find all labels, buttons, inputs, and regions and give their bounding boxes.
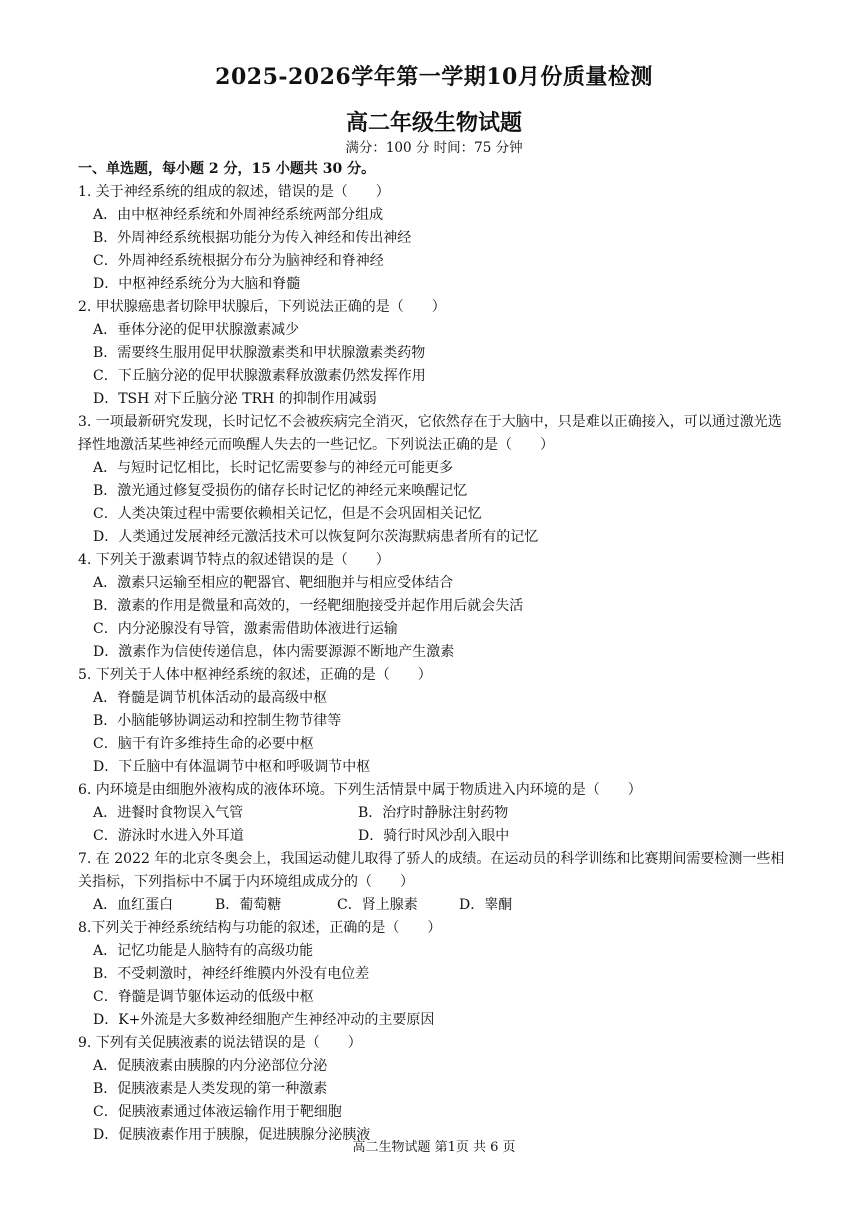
option-6d: D．骑行时风沙刮入眼中 (358, 828, 510, 844)
question-4: 4. 下列关于激素调节特点的叙述错误的是（ ） (78, 552, 390, 568)
option-8a: A．记忆功能是人脑特有的高级功能 (93, 943, 314, 959)
options-row-7 (78, 894, 794, 917)
option-2d: D．TSH 对下丘脑分泌 TRH 的抑制作用减弱 (93, 391, 377, 407)
option-4b: B．激素的作用是微量和高效的，一经靶细胞接受并起作用后就会失活 (93, 598, 524, 614)
question-8: 8.下列关于神经系统结构与功能的叙述，正确的是（ ） (78, 920, 442, 936)
option-3b: B．激光通过修复受损伤的储存长时记忆的神经元来唤醒记忆 (93, 483, 468, 499)
option-4a: A．激素只运输至相应的靶器官、靶细胞并与相应受体结合 (93, 575, 454, 591)
option-5d: D．下丘脑中有体温调节中枢和呼吸调节中枢 (93, 759, 371, 775)
question-1: 1. 关于神经系统的组成的叙述，错误的是（ ） (78, 184, 390, 200)
option-7c: C．肾上腺素 (337, 897, 418, 913)
option-5c: C．脑干有许多维持生命的必要中枢 (93, 736, 314, 752)
option-3a: A．与短时记忆相比，长时记忆需要参与的神经元可能更多 (93, 460, 454, 476)
option-4d: D．激素作为信使传递信息，体内需要源源不断地产生激素 (93, 644, 455, 660)
option-3d: D．人类通过发展神经元激活技术可以恢复阿尔茨海默病患者所有的记忆 (93, 529, 539, 545)
options-row-6cd (78, 825, 794, 848)
option-8d: D．K+外流是大多数神经细胞产生神经冲动的主要原因 (93, 1012, 435, 1028)
option-8b: B．不受刺激时，神经纤维膜内外没有电位差 (93, 966, 370, 982)
option-1d: D．中枢神经系统分为大脑和脊髓 (93, 276, 301, 292)
option-4c: C．内分泌腺没有导管，激素需借助体液进行运输 (93, 621, 398, 637)
question-3: 3. 一项最新研究发现，长时记忆不会被疾病完全消灭，它依然存在于大脑中，只是难以正确接入，可以通过激光选择性地激活某些神经元而唤醒人失去的一些记忆。下列说法正确的是（ ） (78, 414, 782, 453)
option-1a: A．由中枢神经系统和外周神经系统两部分组成 (93, 207, 384, 223)
exam-subtitle: 高二年级生物试题 (345, 110, 522, 136)
question-7: 7. 在 2022 年的北京冬奥会上，我国运动健儿取得了骄人的成绩。在运动员的科学训练和比赛期间需要检测一些相关指标，下列指标中不属于内环境组成成分的（ ） (78, 851, 785, 890)
question-list (78, 158, 794, 1147)
option-9c: C．促胰液素通过体液运输作用于靶细胞 (93, 1104, 342, 1120)
option-1c: C．外周神经系统根据分布分为脑神经和脊神经 (93, 253, 384, 269)
option-3c: C．人类决策过程中需要依赖相关记忆，但是不会巩固相关记忆 (93, 506, 482, 522)
option-9d: D．促胰液素作用于胰腺，促进胰腺分泌胰液 (93, 1127, 371, 1143)
exam-meta: 满分：100 分 时间：75 分钟 (345, 140, 523, 156)
option-2a: A．垂体分泌的促甲状腺激素减少 (93, 322, 300, 338)
option-9a: A．促胰液素由胰腺的内分泌部位分泌 (93, 1058, 328, 1074)
option-2c: C．下丘脑分泌的促甲状腺激素释放激素仍然发挥作用 (93, 368, 426, 384)
option-7d: D．睾酮 (459, 897, 513, 913)
exam-title: 2025-2026学年第一学期10月份质量检测 (215, 64, 653, 90)
option-9b: B．促胰液素是人类发现的第一种激素 (93, 1081, 328, 1097)
option-7b: B．葡萄糖 (215, 897, 282, 913)
option-2b: B．需要终生服用促甲状腺激素类和甲状腺激素类药物 (93, 345, 426, 361)
option-5a: A．脊髓是调节机体活动的最高级中枢 (93, 690, 328, 706)
option-5b: B．小脑能够协调运动和控制生物节律等 (93, 713, 342, 729)
question-2: 2. 甲状腺癌患者切除甲状腺后，下列说法正确的是（ ） (78, 299, 446, 315)
option-1b: B．外周神经系统根据功能分为传入神经和传出神经 (93, 230, 412, 246)
option-6a: A．进餐时食物误入气管 (93, 805, 244, 821)
option-7a: A．血红蛋白 (93, 897, 174, 913)
options-row-6ab (78, 802, 794, 825)
question-6: 6. 内环境是由细胞外液构成的液体环境。下列生活情景中属于物质进入内环境的是（ ） (78, 782, 642, 798)
question-9: 9. 下列有关促胰液素的说法错误的是（ ） (78, 1035, 362, 1051)
option-6c: C．游泳时水进入外耳道 (93, 828, 244, 844)
question-5: 5. 下列关于人体中枢神经系统的叙述，正确的是（ ） (78, 667, 432, 683)
option-8c: C．脊髓是调节躯体运动的低级中枢 (93, 989, 314, 1005)
option-6b: B．治疗时静脉注射药物 (358, 805, 509, 821)
page-footer: 高二生物试题 第1页 共 6 页 (352, 1140, 516, 1155)
section-heading: 一、单选题，每小题 2 分，15 小题共 30 分。 (78, 161, 376, 177)
